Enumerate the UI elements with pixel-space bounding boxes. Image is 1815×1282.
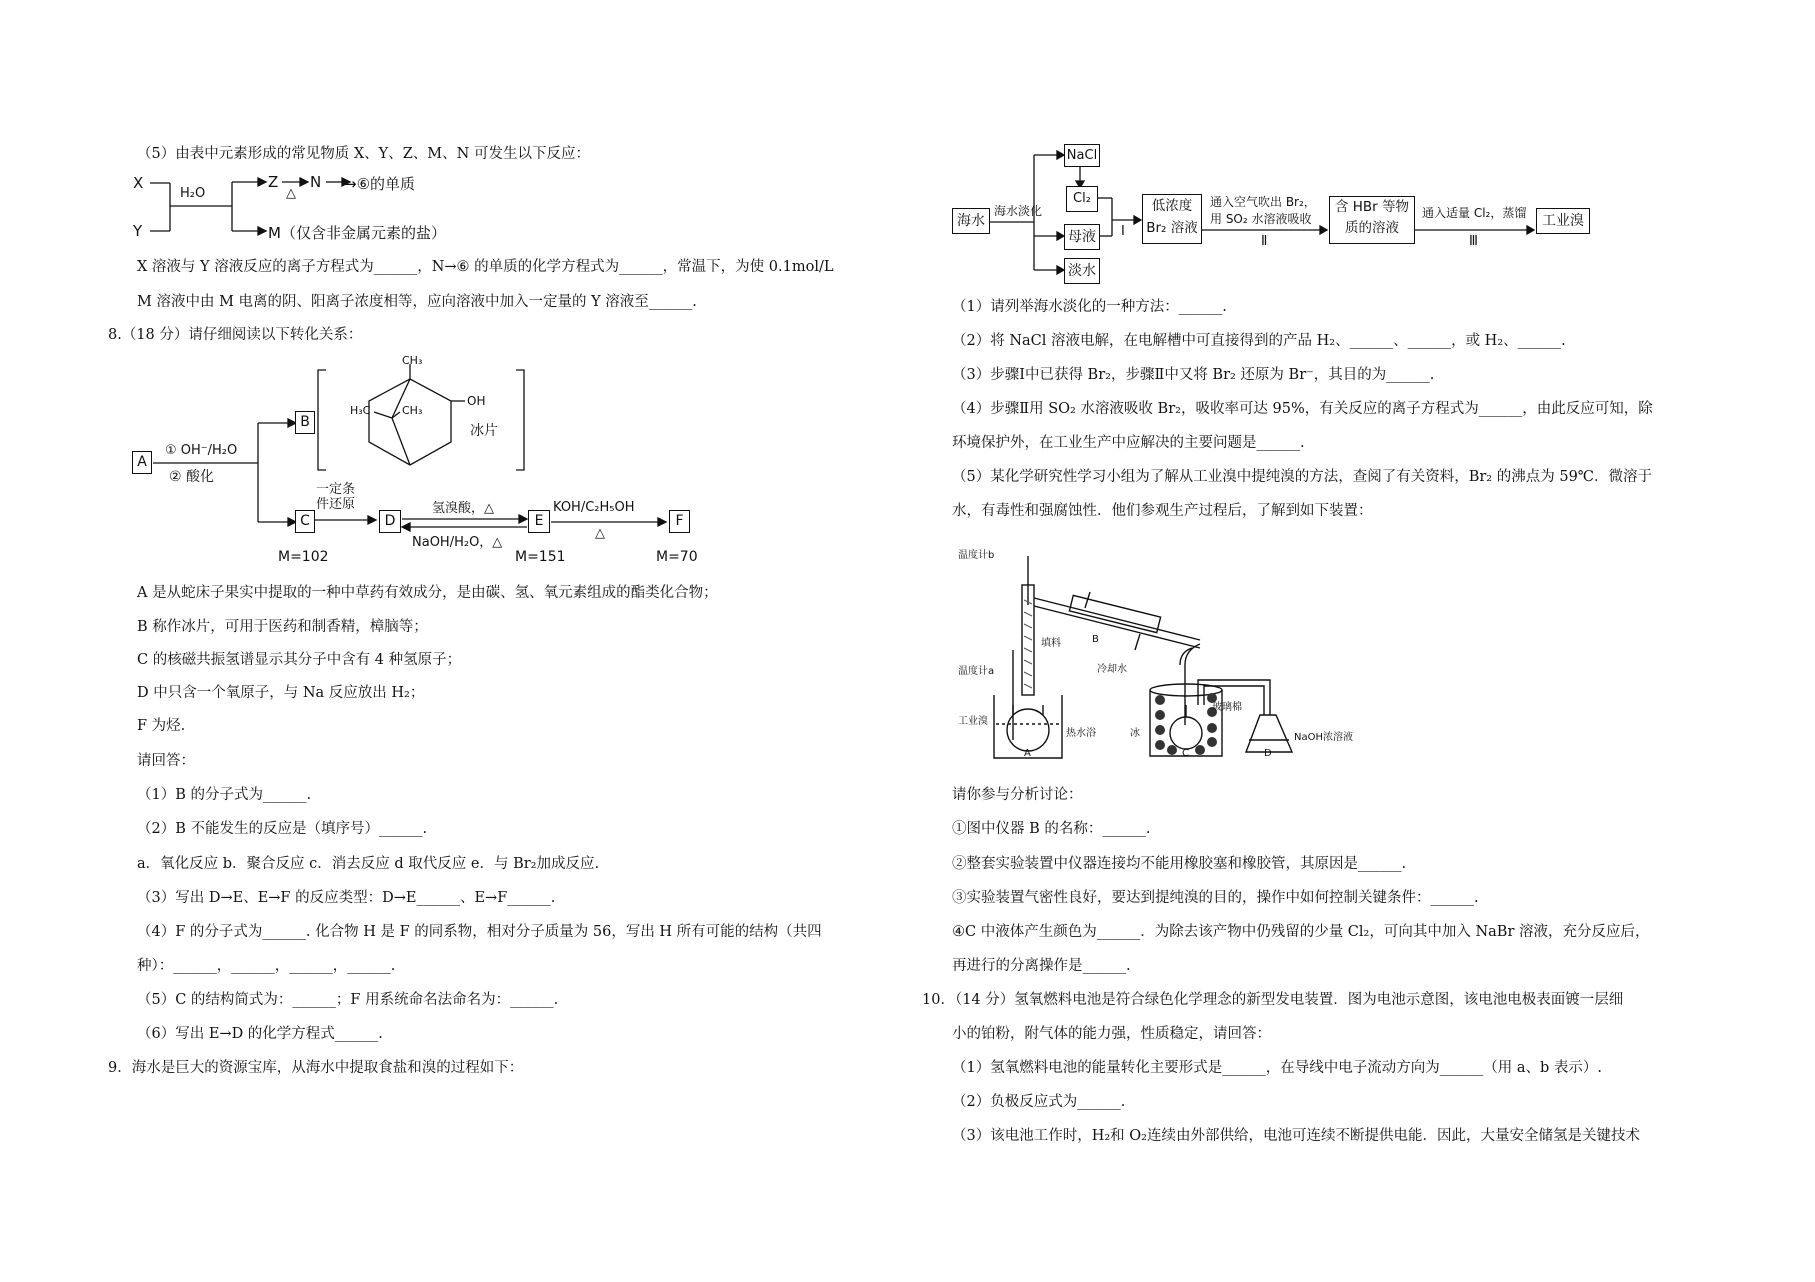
structure-name-bingpian: 冰片 (470, 423, 498, 439)
structure-oh: OH (467, 394, 486, 408)
q9-discuss-3: ③实验装置气密性良好，要达到提纯溴的目的，操作中如何控制关键条件：______. (952, 890, 1479, 906)
structure-h3c: H₃C (350, 404, 371, 417)
q9-item-5-cont: 水，有毒性和强腐蚀性．他们参观生产过程后，了解到如下装置： (952, 503, 1373, 519)
q9-discuss-4-cont: 再进行的分离操作是______. (952, 958, 1131, 974)
thermometer-a-label: 温度计a (958, 666, 995, 677)
mass-e: M=151 (515, 549, 566, 565)
fresh-water-box: 淡水 (1064, 258, 1100, 284)
apparatus-a-label: A (1024, 748, 1031, 759)
step-ii-condition-bottom: 用 SO₂ 水溶液吸收 (1210, 212, 1312, 226)
e-to-f-condition: KOH/C₂H₅OH (553, 500, 635, 515)
q8-info-b: B 称作冰片，可用于医药和制香精，樟脑等； (137, 619, 428, 635)
packing-label: 填料 (1041, 638, 1061, 649)
q7-part5-line2: M 溶液中由 M 电离的阴、阳离子浓度相等，应向溶液中加入一定量的 Y 溶液至______. (137, 294, 697, 310)
q8-info-d: D 中只含一个氧原子，与 Na 反应放出 H₂； (137, 685, 425, 701)
compound-f-box: F (669, 510, 690, 533)
step-iii-condition: 通入适量 Cl₂，蒸馏 (1422, 206, 1527, 220)
q8-item-2-options: a．氧化反应 b．聚合反应 c．消去反应 d 取代反应 e．与 Br₂加成反应. (137, 856, 600, 872)
q8-item-3: （3）写出 D→E、E→F 的反应类型：D→E______、E→F______. (137, 890, 556, 906)
thermometer-b-label: 温度计b (958, 550, 995, 561)
mother-liquor-box: 母液 (1064, 224, 1100, 250)
q9-discuss-2: ②整套实验装置中仪器连接均不能用橡胶塞和橡胶管，其原因是______. (952, 856, 1407, 872)
cl2-box: Cl₂ (1066, 186, 1098, 212)
c-to-d-condition: 一定条件还原 (316, 482, 356, 512)
step-ii-condition-top: 通入空气吹出 Br₂， (1210, 195, 1316, 209)
structure-ch3-right: CH₃ (402, 404, 423, 417)
q8-title: 8.（18 分）请仔细阅读以下转化关系： (108, 327, 363, 343)
e-to-d-condition: NaOH/H₂O，△ (412, 535, 503, 550)
compound-b-box: B (295, 411, 315, 434)
cooling-water-label: 冷却水 (1097, 664, 1127, 675)
q9-discuss-1: ①图中仪器 B 的名称：______. (952, 821, 1151, 837)
step-i-label: I (1121, 224, 1125, 239)
step1-condition: ① OH⁻/H₂O (165, 443, 238, 458)
q9-item-2: （2）将 NaCl 溶液电解，在电解槽中可直接得到的产品 H₂、______、______，或 H₂、______. (952, 333, 1566, 349)
d-to-e-condition: 氢溴酸，△ (432, 501, 494, 516)
q8-info-f: F 为烃. (137, 718, 186, 734)
q7-x-label: X (133, 174, 144, 192)
q10-item-1: （1）氢氧燃料电池的能量转化主要形式是______，在导线中电子流动方向为______（用 a、b 表示）. (952, 1060, 1602, 1076)
q9-item-1: （1）请列举海水淡化的一种方法：______. (952, 299, 1227, 315)
q9-discuss-4: ④C 中液体产生颜色为______．为除去该产物中仍残留的少量 Cl₂，可向其中加入 NaBr 溶液，充分反应后， (952, 924, 1650, 940)
q8-item-2: （2）B 不能发生的反应是（填序号）______. (137, 821, 428, 837)
mass-c: M=102 (278, 549, 329, 565)
q9-item-3: （3）步骤Ⅰ中已获得 Br₂，步骤Ⅱ中又将 Br₂ 还原为 Br⁻，其目的为______. (952, 367, 1435, 383)
q8-ask: 请回答： (137, 753, 195, 769)
glass-wool-label: 玻璃棉 (1212, 702, 1242, 713)
q7-m-label: M（仅含非金属元素的盐） (268, 224, 446, 242)
nacl-box: NaCl (1064, 144, 1100, 167)
step2-condition: ② 酸化 (169, 469, 215, 485)
q10-item-3: （3）该电池工作时，H₂和 O₂连续由外部供给，电池可连续不断提供电能．因此，大量安全储氢是关键技术 (952, 1128, 1640, 1144)
q7-y-label: Y (133, 222, 143, 240)
q9-item-5: （5）某化学研究性学习小组为了解从工业溴中提纯溴的方法，查阅了有关资料，Br₂ 的沸点为 59℃．微溶于 (952, 469, 1653, 485)
q7-part5-intro: （5）由表中元素形成的常见物质 X、Y、Z、M、N 可发生以下反应： (137, 146, 590, 162)
compound-c-box: C (295, 510, 315, 533)
q9-discuss-intro: 请你参与分析讨论： (952, 787, 1083, 803)
step-iii-label: Ⅲ (1469, 234, 1478, 249)
compound-d-box: D (379, 510, 401, 533)
hot-water-bath-label: 热水浴 (1066, 728, 1096, 739)
q7-h2o-label: H₂O (180, 186, 206, 201)
q7-z-label: Z (268, 173, 279, 191)
q8-item-1: （1）B 的分子式为______. (137, 787, 312, 803)
q10-item-2: （2）负极反应式为______. (952, 1094, 1126, 1110)
industrial-bromine-label: 工业溴 (958, 716, 988, 727)
ice-label: 冰 (1130, 728, 1140, 739)
compound-e-box: E (528, 510, 550, 533)
q10-title-cont: 小的铂粉，附气体的能力强，性质稳定，请回答： (952, 1026, 1271, 1042)
step-ii-label: Ⅱ (1261, 234, 1268, 249)
q9-title: 9．海水是巨大的资源宝库，从海水中提取食盐和溴的过程如下： (108, 1060, 524, 1076)
q7-n-label: N (310, 173, 322, 191)
industrial-bromine-box: 工业溴 (1536, 208, 1590, 234)
apparatus-d-label: D (1264, 748, 1272, 759)
q7-part5-line1: X 溶液与 Y 溶液反应的离子方程式为______，N→⑥ 的单质的化学方程式为______，常温下，为使 0.1mol/L (137, 259, 834, 275)
q9-item-4: （4）步骤Ⅱ用 SO₂ 水溶液吸收 Br₂，吸收率可达 95%，有关反应的离子方程式为______，由此反应可知，除 (952, 401, 1653, 417)
q8-item-4: （4）F 的分子式为______. 化合物 H 是 F 的同系物，相对分子质量为 56，写出 H 所有可能的结构（共四 (137, 924, 822, 940)
structure-ch3-top: CH₃ (402, 354, 423, 367)
q8-item-5: （5）C 的结构简式为：______；F 用系统命名法命名为：______. (137, 992, 559, 1008)
q7-delta-label: △ (286, 186, 296, 201)
e-to-f-delta: △ (595, 526, 605, 541)
desalination-label: 海水淡化 (994, 204, 1043, 218)
q8-item-4-cont: 种）：______，______，______，______. (137, 958, 396, 974)
mass-f: M=70 (656, 549, 698, 565)
q7-element6-label: →⑥的单质 (344, 175, 416, 193)
q8-info-c: C 的核磁共振氢谱显示其分子中含有 4 种氢原子； (137, 652, 462, 668)
apparatus-b-label: B (1092, 634, 1099, 645)
q8-item-6: （6）写出 E→D 的化学方程式______. (137, 1026, 383, 1042)
q9-item-4-cont: 环境保护外，在工业生产中应解决的主要问题是______. (952, 435, 1305, 451)
q8-info-a: A 是从蛇床子果实中提取的一种中草药有效成分，是由碳、氢、氧元素组成的酯类化合物； (137, 585, 718, 601)
naoh-solution-label: NaOH浓溶液 (1294, 732, 1353, 743)
compound-a-box: A (132, 451, 152, 474)
apparatus-c-label: C (1182, 748, 1189, 759)
hbr-solution-box: 含 HBr 等物 质的溶液 (1329, 196, 1415, 244)
low-br2-box: 低浓度 Br₂ 溶液 (1142, 194, 1202, 244)
seawater-box: 海水 (952, 208, 990, 234)
q10-title: 10．（14 分）氢氧燃料电池是符合绿色化学理念的新型发电装置．图为电池示意图，该电池电极表面镀一层细 (922, 992, 1624, 1008)
